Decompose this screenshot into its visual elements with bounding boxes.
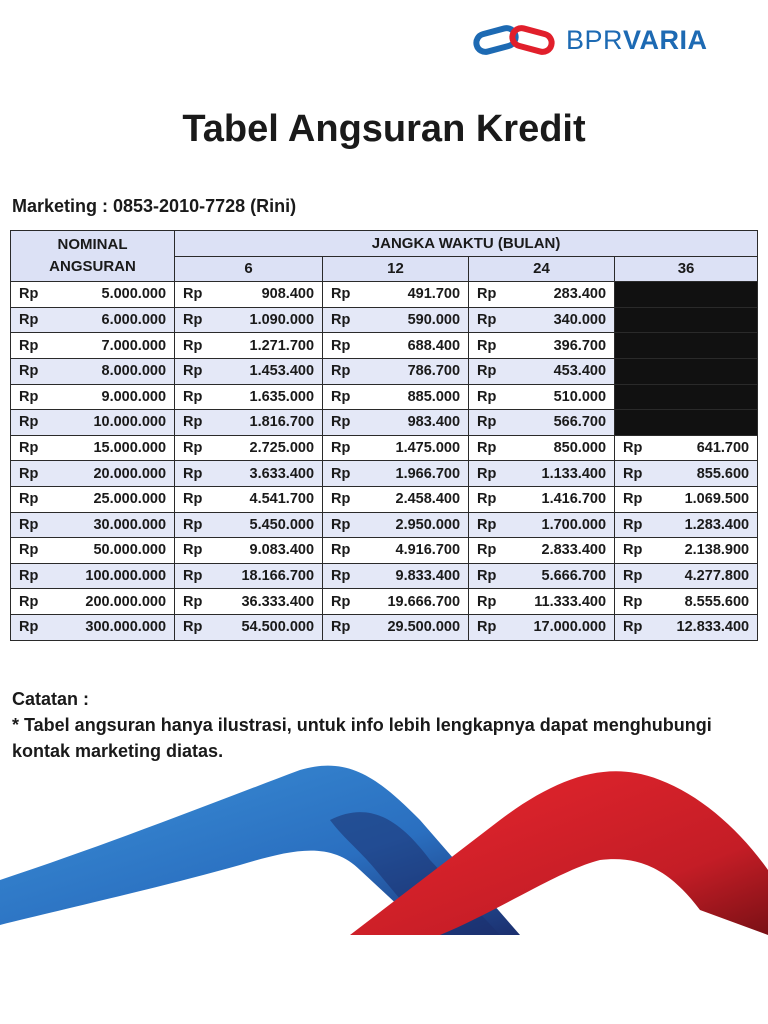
currency-label: Rp — [469, 333, 511, 359]
nominal-value: 7.000.000 — [57, 333, 175, 359]
installment-m36: 4.277.800 — [657, 563, 758, 589]
currency-label: Rp — [11, 333, 57, 359]
installment-m12: 19.666.700 — [365, 589, 469, 615]
nominal-value: 25.000.000 — [57, 486, 175, 512]
currency-label: Rp — [469, 563, 511, 589]
chain-link-icon — [472, 23, 562, 57]
redacted-cell — [615, 333, 657, 359]
nominal-value: 10.000.000 — [57, 410, 175, 436]
currency-label: Rp — [11, 486, 57, 512]
redacted-cell — [657, 333, 758, 359]
installment-m24: 340.000 — [511, 307, 615, 333]
installment-m6: 1.453.400 — [219, 358, 323, 384]
currency-label: Rp — [11, 538, 57, 564]
table-row — [11, 538, 758, 564]
nominal-value: 6.000.000 — [57, 307, 175, 333]
currency-label: Rp — [615, 614, 657, 640]
decorative-swoosh — [0, 760, 768, 950]
installment-m12: 1.966.700 — [365, 461, 469, 487]
installment-m12: 1.475.000 — [365, 435, 469, 461]
table-row — [11, 282, 758, 308]
currency-label: Rp — [11, 589, 57, 615]
currency-label: Rp — [469, 307, 511, 333]
installment-m6: 1.635.000 — [219, 384, 323, 410]
installment-m12: 590.000 — [365, 307, 469, 333]
redacted-cell — [657, 410, 758, 436]
currency-label: Rp — [175, 563, 219, 589]
currency-label: Rp — [469, 486, 511, 512]
nominal-value: 50.000.000 — [57, 538, 175, 564]
currency-label: Rp — [323, 512, 365, 538]
table-row — [11, 512, 758, 538]
currency-label: Rp — [615, 461, 657, 487]
redacted-cell — [657, 384, 758, 410]
currency-label: Rp — [175, 461, 219, 487]
installment-m24: 2.833.400 — [511, 538, 615, 564]
brand-prefix: BPR — [566, 24, 624, 55]
header-term-6: 6 — [175, 256, 323, 282]
installment-m36: 1.283.400 — [657, 512, 758, 538]
installment-m6: 3.633.400 — [219, 461, 323, 487]
currency-label: Rp — [175, 307, 219, 333]
brand-logo — [472, 20, 708, 60]
currency-label: Rp — [175, 384, 219, 410]
installment-m12: 786.700 — [365, 358, 469, 384]
installment-m12: 9.833.400 — [365, 563, 469, 589]
nominal-value: 8.000.000 — [57, 358, 175, 384]
currency-label: Rp — [323, 461, 365, 487]
currency-label: Rp — [11, 512, 57, 538]
table-row — [11, 614, 758, 640]
nominal-value: 20.000.000 — [57, 461, 175, 487]
currency-label: Rp — [11, 435, 57, 461]
table-row — [11, 307, 758, 333]
currency-label: Rp — [175, 486, 219, 512]
redacted-cell — [615, 358, 657, 384]
installment-m36: 855.600 — [657, 461, 758, 487]
notes — [12, 686, 712, 764]
header-term-group: JANGKA WAKTU (BULAN) — [175, 231, 758, 257]
redacted-cell — [657, 282, 758, 308]
currency-label: Rp — [11, 358, 57, 384]
installment-m24: 1.133.400 — [511, 461, 615, 487]
currency-label: Rp — [11, 282, 57, 308]
installment-m24: 1.416.700 — [511, 486, 615, 512]
installment-m12: 29.500.000 — [365, 614, 469, 640]
table-row — [11, 333, 758, 359]
installment-m24: 850.000 — [511, 435, 615, 461]
nominal-value: 200.000.000 — [57, 589, 175, 615]
currency-label: Rp — [11, 384, 57, 410]
currency-label: Rp — [615, 486, 657, 512]
redacted-cell — [615, 307, 657, 333]
currency-label: Rp — [323, 384, 365, 410]
currency-label: Rp — [11, 461, 57, 487]
currency-label: Rp — [175, 512, 219, 538]
table-row — [11, 358, 758, 384]
installment-m36: 1.069.500 — [657, 486, 758, 512]
installment-m12: 688.400 — [365, 333, 469, 359]
currency-label: Rp — [175, 410, 219, 436]
currency-label: Rp — [323, 589, 365, 615]
installment-m6: 1.090.000 — [219, 307, 323, 333]
installment-m6: 18.166.700 — [219, 563, 323, 589]
currency-label: Rp — [175, 333, 219, 359]
table-body — [11, 282, 758, 640]
header-term-12: 12 — [323, 256, 469, 282]
installment-m36: 12.833.400 — [657, 614, 758, 640]
currency-label: Rp — [323, 282, 365, 308]
installment-m6: 2.725.000 — [219, 435, 323, 461]
currency-label: Rp — [323, 486, 365, 512]
nominal-value: 5.000.000 — [57, 282, 175, 308]
notes-heading: Catatan : — [12, 689, 90, 709]
marketing-contact: Marketing : 0853-2010-7728 (Rini) — [12, 196, 297, 216]
installment-m36: 8.555.600 — [657, 589, 758, 615]
currency-label: Rp — [175, 614, 219, 640]
installment-m24: 17.000.000 — [511, 614, 615, 640]
nominal-value: 300.000.000 — [57, 614, 175, 640]
currency-label: Rp — [469, 384, 511, 410]
currency-label: Rp — [469, 282, 511, 308]
table-row — [11, 589, 758, 615]
installment-m24: 5.666.700 — [511, 563, 615, 589]
currency-label: Rp — [615, 589, 657, 615]
currency-label: Rp — [175, 435, 219, 461]
installment-m12: 491.700 — [365, 282, 469, 308]
header-term-24: 24 — [469, 256, 615, 282]
installment-m24: 453.400 — [511, 358, 615, 384]
nominal-value: 9.000.000 — [57, 384, 175, 410]
page-title: Tabel Angsuran Kredit — [182, 108, 586, 150]
currency-label: Rp — [469, 358, 511, 384]
currency-label: Rp — [469, 538, 511, 564]
redacted-cell — [657, 307, 758, 333]
installment-m6: 5.450.000 — [219, 512, 323, 538]
currency-label: Rp — [469, 461, 511, 487]
installment-m12: 885.000 — [365, 384, 469, 410]
installment-m6: 908.400 — [219, 282, 323, 308]
installment-m36: 641.700 — [657, 435, 758, 461]
installment-m6: 9.083.400 — [219, 538, 323, 564]
currency-label: Rp — [469, 435, 511, 461]
installment-m24: 1.700.000 — [511, 512, 615, 538]
installment-m12: 4.916.700 — [365, 538, 469, 564]
currency-label: Rp — [615, 512, 657, 538]
currency-label: Rp — [323, 358, 365, 384]
currency-label: Rp — [175, 282, 219, 308]
notes-line2: kontak marketing diatas. — [12, 741, 224, 761]
installment-m6: 1.271.700 — [219, 333, 323, 359]
redacted-cell — [657, 358, 758, 384]
installment-m24: 283.400 — [511, 282, 615, 308]
installment-m6: 1.816.700 — [219, 410, 323, 436]
installment-m24: 566.700 — [511, 410, 615, 436]
brand-name — [566, 24, 708, 55]
currency-label: Rp — [469, 614, 511, 640]
installment-m24: 510.000 — [511, 384, 615, 410]
installment-m12: 983.400 — [365, 410, 469, 436]
currency-label: Rp — [11, 307, 57, 333]
currency-label: Rp — [175, 358, 219, 384]
table-row — [11, 461, 758, 487]
installment-m6: 4.541.700 — [219, 486, 323, 512]
header-nominal-line2: ANGSURAN — [49, 258, 136, 276]
installment-m36: 2.138.900 — [657, 538, 758, 564]
nominal-value: 100.000.000 — [57, 563, 175, 589]
currency-label: Rp — [175, 589, 219, 615]
currency-label: Rp — [11, 410, 57, 436]
currency-label: Rp — [323, 307, 365, 333]
redacted-cell — [615, 384, 657, 410]
installment-m6: 54.500.000 — [219, 614, 323, 640]
currency-label: Rp — [615, 435, 657, 461]
nominal-value: 15.000.000 — [57, 435, 175, 461]
currency-label: Rp — [469, 512, 511, 538]
nominal-value: 30.000.000 — [57, 512, 175, 538]
installment-m24: 396.700 — [511, 333, 615, 359]
currency-label: Rp — [323, 435, 365, 461]
currency-label: Rp — [615, 563, 657, 589]
installment-table — [10, 230, 758, 641]
header-term-36: 36 — [615, 256, 758, 282]
table-row — [11, 435, 758, 461]
currency-label: Rp — [323, 333, 365, 359]
header-nominal-line1: NOMINAL — [57, 235, 128, 253]
table-row — [11, 410, 758, 436]
currency-label: Rp — [323, 614, 365, 640]
table-row — [11, 486, 758, 512]
currency-label: Rp — [323, 538, 365, 564]
currency-label: Rp — [175, 538, 219, 564]
currency-label: Rp — [323, 410, 365, 436]
table-row — [11, 384, 758, 410]
installment-m6: 36.333.400 — [219, 589, 323, 615]
installment-m12: 2.458.400 — [365, 486, 469, 512]
installment-m12: 2.950.000 — [365, 512, 469, 538]
currency-label: Rp — [11, 614, 57, 640]
table-row — [11, 563, 758, 589]
installment-m24: 11.333.400 — [511, 589, 615, 615]
notes-line1: * Tabel angsuran hanya ilustrasi, untuk info lebih lengkapnya dapat menghubungi — [12, 715, 712, 735]
currency-label: Rp — [11, 563, 57, 589]
currency-label: Rp — [469, 589, 511, 615]
table-header — [11, 231, 758, 282]
currency-label: Rp — [323, 563, 365, 589]
redacted-cell — [615, 282, 657, 308]
currency-label: Rp — [615, 538, 657, 564]
header-nominal — [11, 231, 175, 282]
currency-label: Rp — [469, 410, 511, 436]
brand-suffix: VARIA — [623, 24, 708, 55]
redacted-cell — [615, 410, 657, 436]
